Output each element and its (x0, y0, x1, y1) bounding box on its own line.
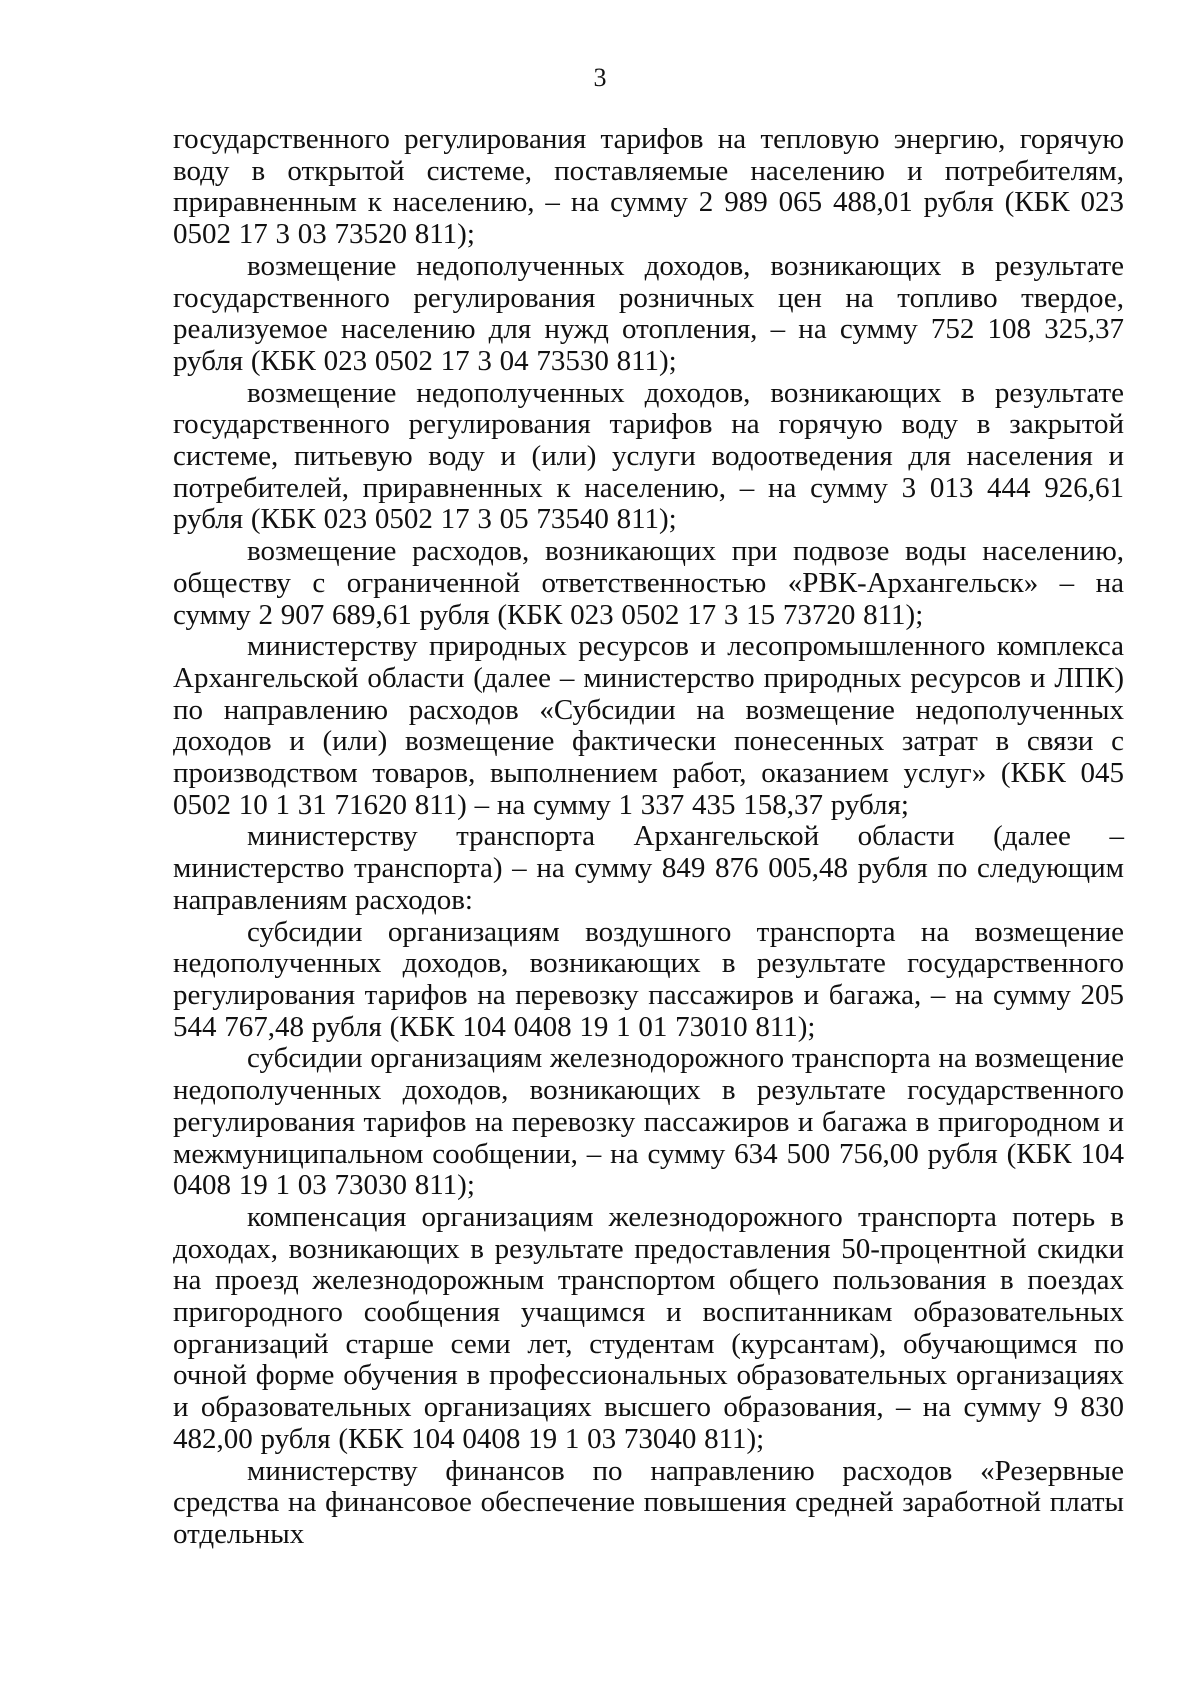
page-number: 3 (593, 63, 607, 92)
paragraph: возмещение расходов, возникающих при подвозе воды населению, обществу с ограниченной ответственностью «РВК-Архангельск» – на сумму 2 907 689,61 рубля (КБК 023 0502 17 3 15 73720 811); (173, 535, 1124, 631)
paragraph: министерству транспорта Архангельской области (далее – министерство транспорта) – на сумму 849 876 005,48 рубля по следующим направлениям расходов: (173, 820, 1124, 916)
paragraph-continued: министерству финансов по направлению расходов «Резервные средства на финансовое обеспечение повышения средней заработной платы отдельных (173, 1454, 1124, 1550)
paragraph: государственного регулирования тарифов на тепловую энергию, горячую воду в открытой системе, поставляемые населению и потребителям, приравненным к населению, – на сумму 2 989 065 488,01 рубля (КБК 023 0502 17 3 03 73520 811); (173, 123, 1124, 251)
paragraph: министерству природных ресурсов и лесопромышленного комплекса Архангельской области (далее – министерство природных ресурсов и ЛПК) по направлению расходов «Субсидии на возмещение недополученных доходов и (или) возмещение фактически понесенных затрат в связи с производством товаров, выполнением работ, оказанием услуг» (КБК 045 0502 10 1 31 71620 811) – на сумму 1 337 435 158,37 рубля; (173, 630, 1124, 821)
paragraph: субсидии организациям железнодорожного транспорта на возмещение недополученных доходов, возникающих в результате государственного регулирования тарифов на перевозку пассажиров и багажа в пригородном и межмуниципальном сообщении, – на сумму 634 500 756,00 рубля (КБК 104 0408 19 1 03 73030 811); (173, 1042, 1124, 1202)
paragraph: возмещение недополученных доходов, возникающих в результате государственного регулирования розничных цен на топливо твердое, реализуемое населению для нужд отопления, – на сумму 752 108 325,37 рубля (КБК 023 0502 17 3 04 73530 811); (173, 249, 1124, 377)
document-body (173, 124, 1124, 1551)
paragraph: компенсация организациям железнодорожного транспорта потерь в доходах, возникающих в результате предоставления 50-процентной скидки на проезд железнодорожным транспортом общего пользования в поездах пригородного сообщения учащимся и воспитанникам образовательных организаций старше семи лет, студентам (курсантам), обучающимся по очной форме обучения в профессиональных образовательных организациях и образовательных организациях высшего образования, – на сумму 9 830 482,00 рубля (КБК 104 0408 19 1 03 73040 811); (173, 1200, 1124, 1455)
paragraph: возмещение недополученных доходов, возникающих в результате государственного регулирования тарифов на горячую воду в закрытой системе, питьевую воду и (или) услуги водоотведения для населения и потребителей, приравненных к населению, – на сумму 3 013 444 926,61 рубля (КБК 023 0502 17 3 05 73540 811); (173, 376, 1124, 536)
paragraph: субсидии организациям воздушного транспорта на возмещение недополученных доходов, возникающих в результате государственного регулирования тарифов на перевозку пассажиров и багажа, – на сумму 205 544 767,48 рубля (КБК 104 0408 19 1 01 73010 811); (173, 915, 1124, 1043)
